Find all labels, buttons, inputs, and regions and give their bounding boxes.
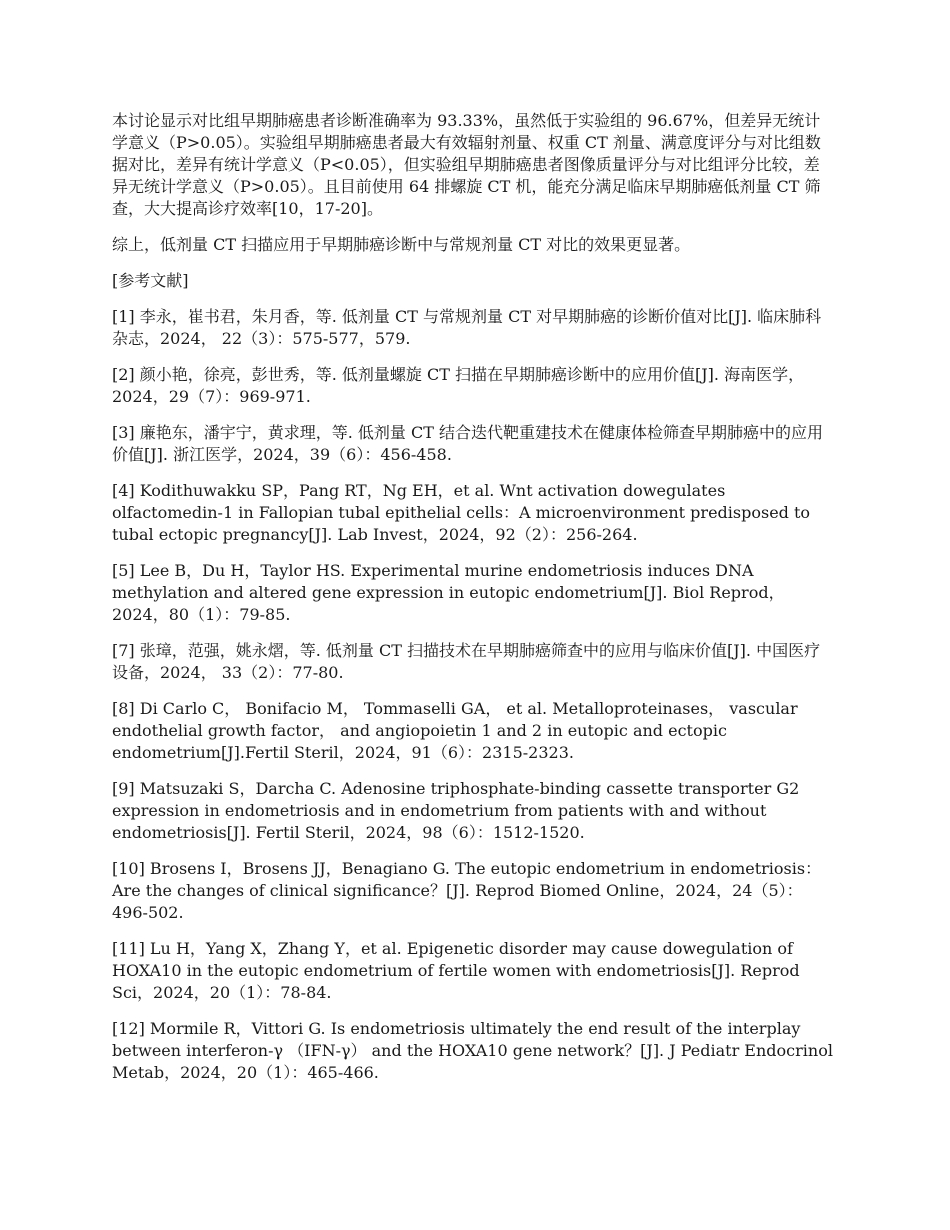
references-heading: [参考文献]: [112, 271, 189, 290]
reference-item: [9] Matsuzaki S，Darcha C. Adenosine triphosphate-binding cassette transporter G2 expression in endometriosis and in endometrium from patients with and without endometriosis[J]. Fertil Steril，2024，98（6）：1512-1520.: [112, 779, 800, 842]
reference-item: [12] Mormile R，Vittori G. Is endometriosis ultimately the end result of the interplay between interferon-γ （IFN-γ） and the HOXA10 gene network？[J]. J Pediatr Endocrinol Metab，2024，20（1）：465-466.: [112, 1019, 833, 1082]
reference-item: [7] 张璋，范强，姚永熠，等. 低剂量 CT 扫描技术在早期肺癌筛查中的应用与临床价值[J]. 中国医疗设备，2024， 33（2）：77-80.: [112, 641, 821, 682]
reference-item: [10] Brosens I，Brosens JJ，Benagiano G. The eutopic endometrium in endometriosis：Are the changes of clinical significance？[J]. Reprod Biomed Online，2024，24（5）：496-502.: [112, 859, 822, 922]
reference-item: [3] 廉艳东，潘宇宁，黄求理，等. 低剂量 CT 结合迭代靶重建技术在健康体检筛查早期肺癌中的应用价值[J]. 浙江医学，2024，39（6）：456-458.: [112, 423, 824, 464]
document-page: [112, 110, 834, 1098]
reference-item: [8] Di Carlo C， Bonifacio M， Tommaselli GA， et al. Metalloproteinases， vascular endothelial growth factor， and angiopoietin 1 and 2 in eutopic and ectopic endometrium[J].Fertil Steril，2024，91（6）：2315-2323.: [112, 699, 798, 762]
reference-item: [4] Kodithuwakku SP，Pang RT，Ng EH，et al. Wnt activation dowegulates olfactomedin-1 in Fallopian tubal epithelial cells：A microenvironment predisposed to tubal ectopic pregnancy[J]. Lab Invest，2024，92（2）：256-264.: [112, 481, 811, 544]
conclusion-paragraph: 综上，低剂量 CT 扫描应用于早期肺癌诊断中与常规剂量 CT 对比的效果更显著。: [112, 235, 691, 254]
reference-item: [5] Lee B，Du H，Taylor HS. Experimental murine endometriosis induces DNA methylation and altered gene expression in eutopic endometrium[J]. Biol Reprod，2024，80（1）：79-85.: [112, 561, 785, 624]
reference-list: [112, 306, 834, 1084]
reference-item: [1] 李永，崔书君，朱月香，等. 低剂量 CT 与常规剂量 CT 对早期肺癌的诊断价值对比[J]. 临床肺科杂志，2024， 22（3）：575-577，579.: [112, 307, 822, 348]
reference-item: [2] 颜小艳，徐亮，彭世秀，等. 低剂量螺旋 CT 扫描在早期肺癌诊断中的应用价值[J]. 海南医学，2024，29（7）：969-971.: [112, 365, 805, 406]
reference-item: [11] Lu H，Yang X，Zhang Y，et al. Epigenetic disorder may cause dowegulation of HOXA10 in the eutopic endometrium of fertile women with endometriosis[J]. Reprod Sci，2024，20（1）：78-84.: [112, 939, 800, 1002]
body-paragraph: 本讨论显示对比组早期肺癌患者诊断准确率为 93.33%，虽然低于实验组的 96.67%，但差异无统计学意义（P>0.05）。实验组早期肺癌患者最大有效辐射剂量、权重 CT 剂量、满意度评分与对比组数据对比，差异有统计学意义（P<0.05），但实验组早期肺癌患者图像质量评分与对比组评分比较，差异无统计学意义（P>0.05）。且目前使用 64 排螺旋 CT 机，能充分满足临床早期肺癌低剂量 CT 筛查，大大提高诊疗效率[10，17-20]。: [112, 111, 821, 218]
